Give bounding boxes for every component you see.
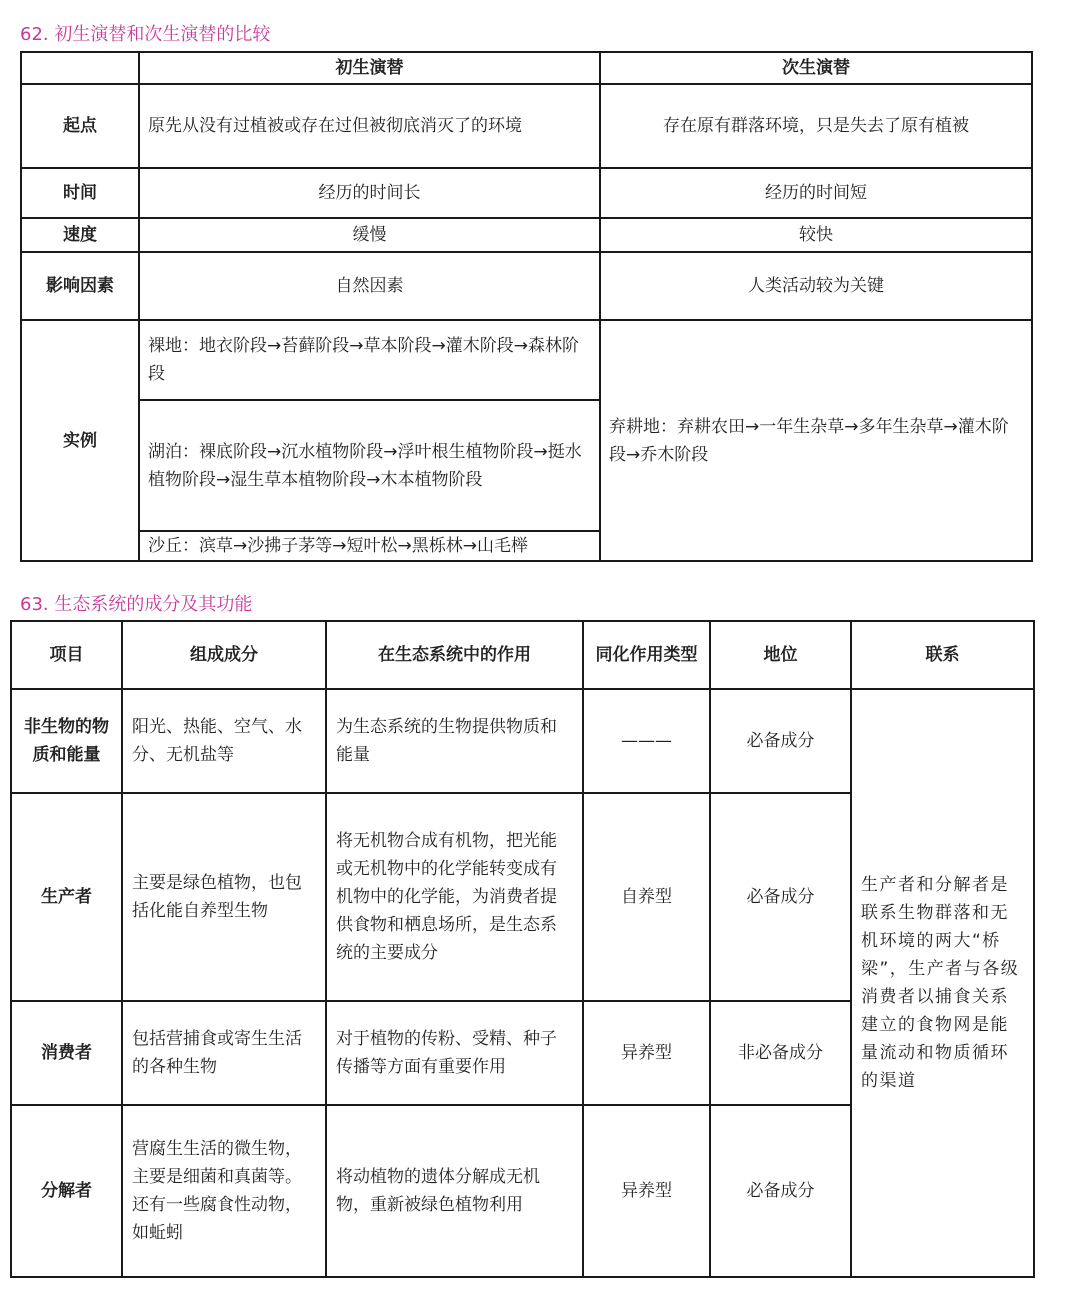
item-cell: 非生物的物质和能量 bbox=[11, 689, 122, 793]
row-label: 实例 bbox=[21, 320, 139, 561]
header-relation: 联系 bbox=[851, 621, 1034, 689]
relation-cell: 生产者和分解者是联系生物群落和无机环境的两大“桥梁”，生产者与各级消费者以捕食关系建立的食物网是能量流动和物质循环的渠道 bbox=[851, 689, 1034, 1277]
header-status: 地位 bbox=[710, 621, 851, 689]
composition-cell: 主要是绿色植物，也包括化能自养型生物 bbox=[122, 793, 326, 1001]
primary-cell: 自然因素 bbox=[139, 252, 600, 320]
type-cell: 自养型 bbox=[583, 793, 710, 1001]
row-label: 时间 bbox=[21, 168, 139, 218]
row-label: 影响因素 bbox=[21, 252, 139, 320]
secondary-cell: 较快 bbox=[600, 218, 1032, 252]
header-empty bbox=[21, 52, 139, 84]
header-assimilation-type: 同化作用类型 bbox=[583, 621, 710, 689]
header-composition: 组成成分 bbox=[122, 621, 326, 689]
example-abandoned-farmland: 弃耕地：弃耕农田→一年生杂草→多年生杂草→灌木阶段→乔木阶段 bbox=[600, 320, 1032, 561]
header-item: 项目 bbox=[11, 621, 122, 689]
row-label: 起点 bbox=[21, 84, 139, 168]
primary-cell: 缓慢 bbox=[139, 218, 600, 252]
table-header-row bbox=[11, 621, 1034, 689]
item-cell: 分解者 bbox=[11, 1105, 122, 1277]
role-cell: 为生态系统的生物提供物质和能量 bbox=[326, 689, 583, 793]
composition-cell: 营腐生生活的微生物，主要是细菌和真菌等。还有一些腐食性动物，如蚯蚓 bbox=[122, 1105, 326, 1277]
succession-comparison-table bbox=[20, 51, 1033, 562]
status-cell: 非必备成分 bbox=[710, 1001, 851, 1105]
row-start-point bbox=[21, 84, 1032, 168]
type-cell: 异养型 bbox=[583, 1105, 710, 1277]
row-time bbox=[21, 168, 1032, 218]
composition-cell: 包括营捕食或寄生生活的各种生物 bbox=[122, 1001, 326, 1105]
primary-cell: 原先从没有过植被或存在过但被彻底消灭了的环境 bbox=[139, 84, 600, 168]
status-cell: 必备成分 bbox=[710, 1105, 851, 1277]
type-cell: 异养型 bbox=[583, 1001, 710, 1105]
status-cell: 必备成分 bbox=[710, 793, 851, 1001]
row-speed bbox=[21, 218, 1032, 252]
example-sand-dune: 沙丘：滨草→沙拂子茅等→短叶松→黑栎林→山毛榉 bbox=[139, 531, 600, 561]
row-factors bbox=[21, 252, 1032, 320]
item-cell: 消费者 bbox=[11, 1001, 122, 1105]
ecosystem-components-table bbox=[10, 620, 1035, 1278]
secondary-cell: 经历的时间短 bbox=[600, 168, 1032, 218]
status-cell: 必备成分 bbox=[710, 689, 851, 793]
header-secondary-succession: 次生演替 bbox=[600, 52, 1032, 84]
section-62-title: 62. 初生演替和次生演替的比较 bbox=[20, 24, 271, 45]
role-cell: 将动植物的遗体分解成无机物，重新被绿色植物利用 bbox=[326, 1105, 583, 1277]
header-primary-succession: 初生演替 bbox=[139, 52, 600, 84]
row-examples bbox=[21, 320, 1032, 400]
role-cell: 将无机物合成有机物，把光能或无机物中的化学能转变成有机物中的化学能，为消费者提供食物和栖息场所，是生态系统的主要成分 bbox=[326, 793, 583, 1001]
composition-cell: 阳光、热能、空气、水分、无机盐等 bbox=[122, 689, 326, 793]
example-bare-land: 裸地：地衣阶段→苔藓阶段→草本阶段→灌木阶段→森林阶段 bbox=[139, 320, 600, 400]
example-lake: 湖泊：裸底阶段→沉水植物阶段→浮叶根生植物阶段→挺水植物阶段→湿生草本植物阶段→木本植物阶段 bbox=[139, 400, 600, 531]
primary-cell: 经历的时间长 bbox=[139, 168, 600, 218]
secondary-cell: 存在原有群落环境，只是失去了原有植被 bbox=[600, 84, 1032, 168]
type-cell: ——— bbox=[583, 689, 710, 793]
role-cell: 对于植物的传粉、受精、种子传播等方面有重要作用 bbox=[326, 1001, 583, 1105]
table-header-row bbox=[21, 52, 1032, 84]
row-label: 速度 bbox=[21, 218, 139, 252]
secondary-cell: 人类活动较为关键 bbox=[600, 252, 1032, 320]
header-role: 在生态系统中的作用 bbox=[326, 621, 583, 689]
section-63-title: 63. 生态系统的成分及其功能 bbox=[20, 594, 253, 615]
row-abiotic bbox=[11, 689, 1034, 793]
item-cell: 生产者 bbox=[11, 793, 122, 1001]
